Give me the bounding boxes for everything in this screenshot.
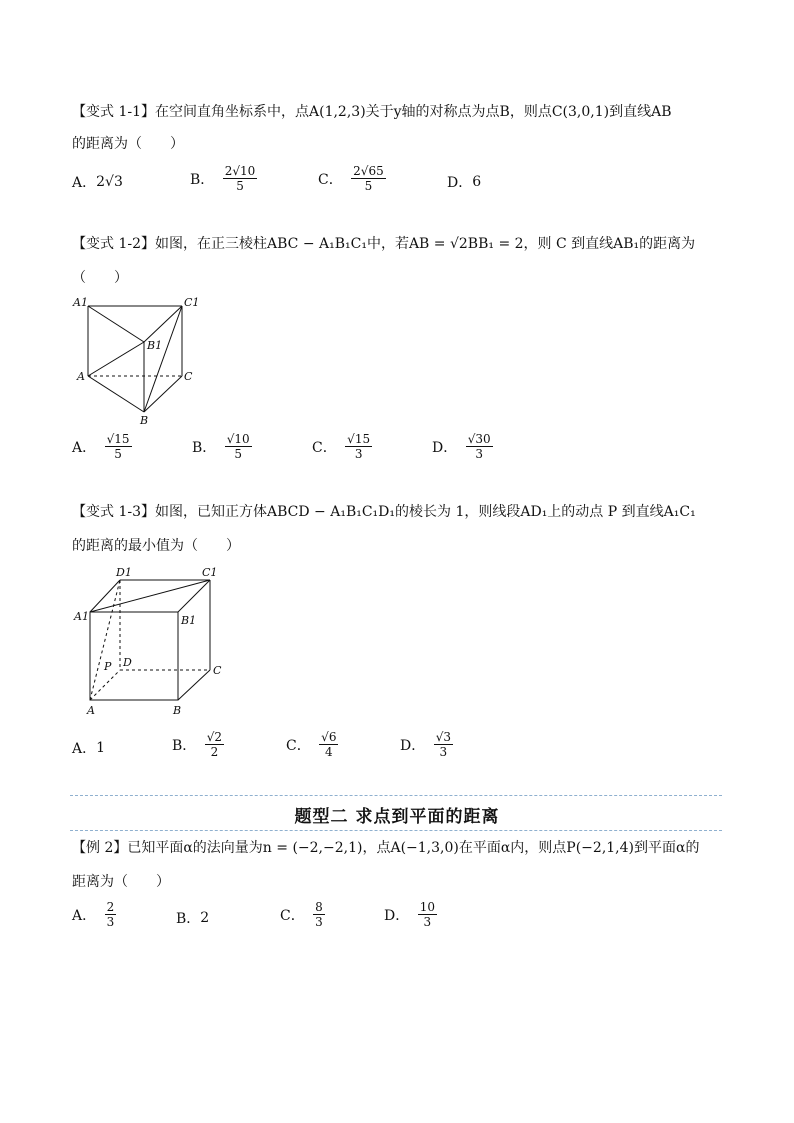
cube-label-a1: A1 <box>74 610 89 623</box>
q11-option-b[interactable]: B． $\frac{2√10}{5}$ <box>190 164 256 193</box>
prism-figure <box>70 292 210 428</box>
q11-stem-line1: 【变式 1-1】在空间直角坐标系中，点A(1,2,3)关于y轴的对称点为点B，则点C(3,0,1)到直线AB <box>72 104 672 120</box>
prism-label-c: C <box>184 370 193 383</box>
q2-option-a[interactable]: A． $\frac{2}{3}$ <box>72 900 115 929</box>
q2-option-d-fraction: $\frac{10}{3}$ <box>419 900 435 929</box>
q11-option-c-fraction: $\frac{2√65}{5}$ <box>353 164 384 193</box>
q13-option-b-fraction: $\frac{√2}{2}$ <box>206 730 223 759</box>
q12-option-d-fraction: $\frac{√30}{3}$ <box>467 432 491 461</box>
q11-option-b-fraction: $\frac{2√10}{5}$ <box>224 164 256 193</box>
prism-label-b1: B1 <box>147 339 163 352</box>
cube-label-c1: C1 <box>202 566 218 579</box>
cube-label-p: P <box>104 660 112 673</box>
cube-label-c: C <box>213 664 222 677</box>
section-divider-bottom <box>70 830 722 831</box>
cube-label-b1: B1 <box>181 614 197 627</box>
prism-label-a: A <box>77 370 85 383</box>
q13-option-d[interactable]: D． $\frac{√3}{3}$ <box>400 730 451 759</box>
q13-option-d-fraction: $\frac{√3}{3}$ <box>435 730 451 759</box>
q2-option-b[interactable]: B．2 <box>176 910 210 927</box>
q2-option-c-fraction: $\frac{8}{3}$ <box>315 900 323 929</box>
q12-option-a[interactable]: A． $\frac{√15}{5}$ <box>72 432 130 461</box>
q2-stem-line1: 【例 2】已知平面α的法向量为n = (−2,−2,1)，点A(−1,3,0)在平面α内，则点P(−2,1,4)到平面α的 <box>72 840 700 856</box>
cube-label-b: B <box>173 704 182 717</box>
section-divider-top <box>70 795 722 796</box>
q13-option-a[interactable]: A．1 <box>72 740 106 757</box>
q12-stem-line2: （ ） <box>72 270 128 286</box>
q11-option-d[interactable]: D．6 <box>447 174 482 191</box>
q12-option-a-fraction: $\frac{√15}{5}$ <box>106 432 130 461</box>
q12-stem-line1: 【变式 1-2】如图，在正三棱柱ABC − A₁B₁C₁中，若AB = √2BB₁ = 2，则 C 到直线AB₁的距离为 <box>72 236 696 252</box>
prism-label-a1: A1 <box>73 296 88 309</box>
q2-option-c[interactable]: C． $\frac{8}{3}$ <box>280 900 323 929</box>
cube-label-d: D <box>123 656 132 669</box>
q11-stem-line2: 的距离为（ ） <box>72 136 184 152</box>
q13-stem-line2: 的距离的最小值为（ ） <box>72 538 240 554</box>
q2-option-d[interactable]: D． $\frac{10}{3}$ <box>384 900 435 929</box>
q12-option-d[interactable]: D． $\frac{√30}{3}$ <box>432 432 491 461</box>
q12-option-b[interactable]: B． $\frac{√10}{5}$ <box>192 432 250 461</box>
q2-stem-line2: 距离为（ ） <box>72 874 170 890</box>
prism-label-b: B <box>140 414 149 427</box>
q11-option-a[interactable]: A．2√3 <box>72 174 123 191</box>
cube-label-a: A <box>87 704 95 717</box>
q2-option-a-fraction: $\frac{2}{3}$ <box>106 900 115 929</box>
q11-option-c[interactable]: C． $\frac{2√65}{5}$ <box>318 164 384 193</box>
prism-label-c1: C1 <box>184 296 200 309</box>
q13-stem-line1: 【变式 1-3】如图，已知正方体ABCD − A₁B₁C₁D₁的棱长为 1，则线段AD₁上的动点 P 到直线A₁C₁ <box>72 504 696 520</box>
section-title: 题型二 求点到平面的距离 <box>294 807 500 827</box>
cube-label-d1: D1 <box>116 566 132 579</box>
q13-option-c-fraction: $\frac{√6}{4}$ <box>321 730 337 759</box>
q12-option-c[interactable]: C． $\frac{√15}{3}$ <box>312 432 371 461</box>
q12-option-b-fraction: $\frac{√10}{5}$ <box>226 432 250 461</box>
q13-option-c[interactable]: C． $\frac{√6}{4}$ <box>286 730 337 759</box>
cube-figure <box>70 562 230 722</box>
q12-option-c-fraction: $\frac{√15}{3}$ <box>347 432 371 461</box>
q13-option-b[interactable]: B． $\frac{√2}{2}$ <box>172 730 223 759</box>
